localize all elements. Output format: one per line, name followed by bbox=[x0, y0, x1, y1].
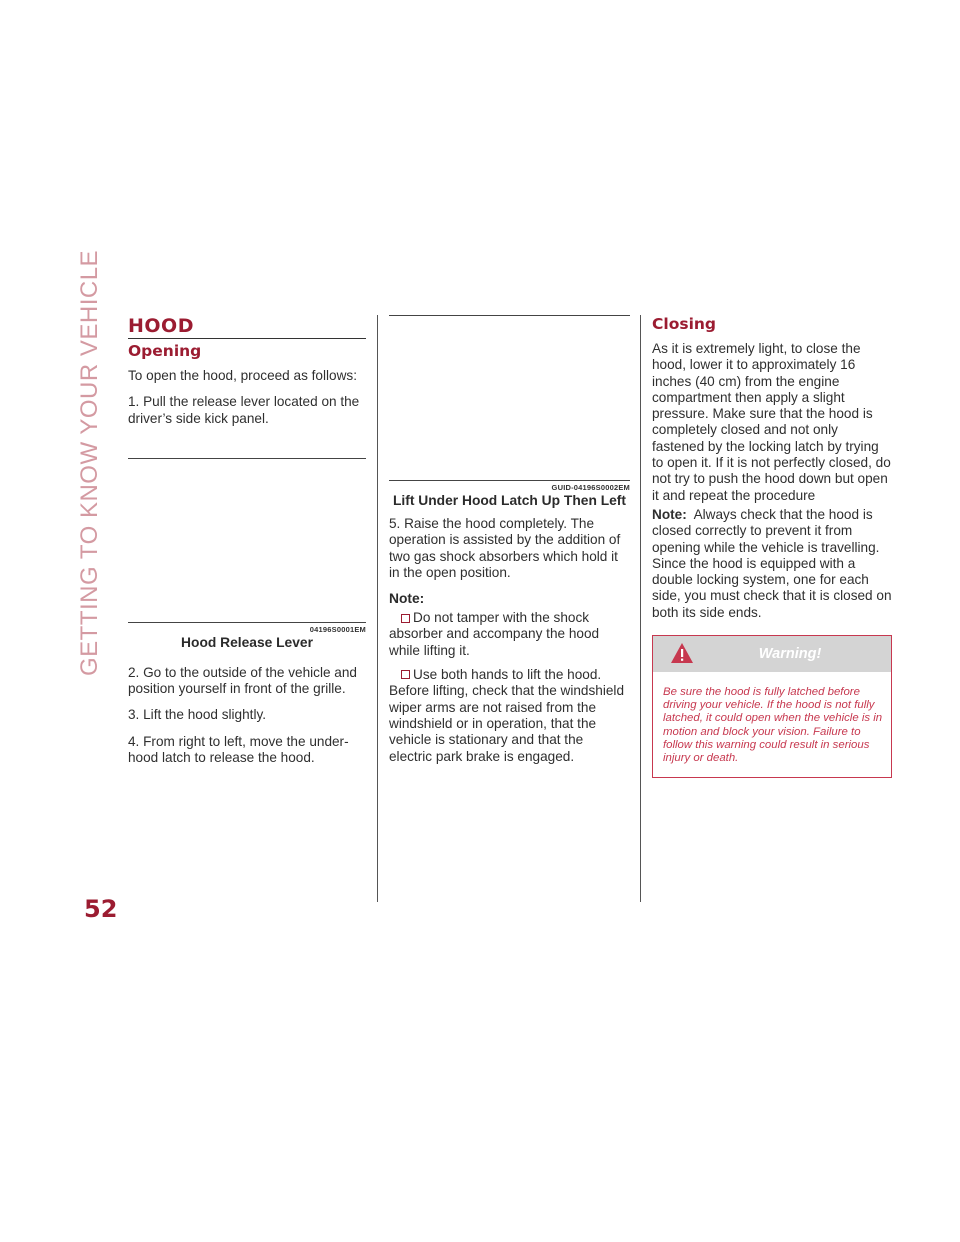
checkbox-bullet-icon bbox=[401, 670, 410, 679]
column-3 bbox=[652, 315, 892, 778]
section-heading: HOOD bbox=[128, 315, 366, 339]
figure-hood-release-lever bbox=[128, 458, 366, 650]
column-divider bbox=[377, 315, 378, 902]
figure-code: 04196S0001EM bbox=[309, 624, 366, 634]
figure-caption: Lift Under Hood Latch Up Then Left bbox=[393, 493, 626, 508]
section-side-tab: GETTING TO KNOW YOUR VEHICLE bbox=[76, 249, 103, 676]
warning-header bbox=[653, 636, 891, 672]
checkbox-bullet-icon bbox=[401, 614, 410, 623]
subheading-opening: Opening bbox=[128, 342, 202, 360]
note-list bbox=[389, 610, 630, 765]
figure-image-area bbox=[128, 458, 366, 623]
warning-triangle-icon bbox=[670, 642, 694, 664]
closing-note: Note: Always check that the hood is closed correctly to prevent it from opening while the vehicle is travelling. Since the hood is equipped with a double locking system, one for each side, you must check that it is closed on both its side ends. bbox=[652, 506, 892, 620]
subheading-closing: Closing bbox=[652, 315, 717, 333]
step-3: 3. Lift the hood slightly. bbox=[128, 707, 267, 723]
note-item: Do not tamper with the shock absorber and accompany the hood while lifting it. bbox=[389, 610, 600, 658]
figure-latch bbox=[389, 315, 630, 508]
note-item: Use both hands to lift the hood. Before lifting, check that the windshield wiper arms are not raised from the windshield or in operation, that the vehicle is stationary and that the electric park brake is engaged. bbox=[389, 667, 625, 764]
warning-box bbox=[652, 635, 892, 778]
warning-text: Be sure the hood is fully latched before driving your vehicle. If the hood is not fully latched, it could open when the vehicle is in motion and block your vision. Failure to follow this warning could result in serious injury or death. bbox=[663, 686, 883, 765]
figure-image-area bbox=[389, 315, 630, 481]
step-5: 5. Raise the hood completely. The operation is assisted by the addition of two gas shock absorbers which hold it in the open position. bbox=[389, 516, 621, 580]
note-label: Note: bbox=[652, 506, 687, 522]
column-2 bbox=[389, 315, 630, 773]
column-1 bbox=[128, 315, 366, 776]
note-label: Note: bbox=[389, 591, 425, 607]
step-4: 4. From right to left, move the under-hood latch to release the hood. bbox=[128, 733, 349, 766]
step-1: 1. Pull the release lever located on the driver’s side kick panel. bbox=[128, 394, 360, 426]
figure-code: GUID-04196S0002EM bbox=[551, 483, 630, 492]
closing-text: As it is extremely light, to close the hood, lower it to approximately 16 inches (40 cm) from the engine compartment then apply a slight pressure. Make sure that the hood is completely closed and not only fastened by the locking latch by trying to open it. If it is not perfectly closed, do not try to push the hood down but open it and repeat the procedure bbox=[652, 341, 891, 503]
page-number: 52 bbox=[84, 895, 118, 923]
figure-caption: Hood Release Lever bbox=[181, 634, 313, 650]
step-2: 2. Go to the outside of the vehicle and position yourself in front of the grille. bbox=[128, 664, 357, 697]
intro-text: To open the hood, proceed as follows: bbox=[128, 368, 357, 383]
column-divider bbox=[640, 315, 641, 902]
warning-title: Warning! bbox=[758, 646, 822, 663]
